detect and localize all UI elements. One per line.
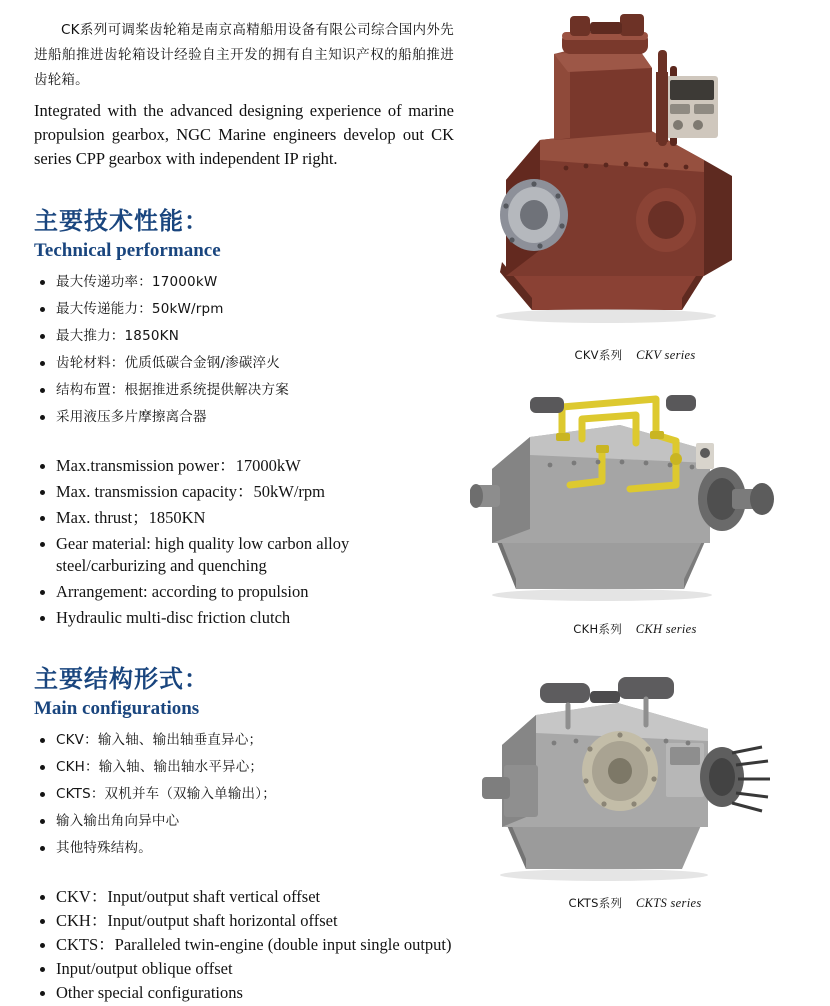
list-item: Hydraulic multi-disc friction clutch: [34, 607, 454, 629]
figure-caption-chinese: CKV系列: [574, 348, 623, 362]
intro-paragraph-chinese: CK系列可调桨齿轮箱是南京高精船用设备有限公司综合国内外先进船舶推进齿轮箱设计经验自主开发的拥有自主知识产权的船舶推进齿轮箱。: [34, 22, 454, 88]
intro-paragraph-english: Integrated with the advanced designing experience of marine propulsion gearbox, NGC Marine engineers develop out CK series CPP gearbox with independent IP right.: [34, 101, 454, 168]
list-item: 采用液压多片摩擦离合器: [34, 406, 454, 429]
figure-caption-english: CKTS series: [636, 896, 702, 910]
ckh-gearbox-photo: [470, 389, 800, 614]
figure-caption: [470, 895, 800, 911]
list-item: 最大传递能力：50kW/rpm: [34, 298, 454, 321]
list-item: CKH：Input/output shaft horizontal offset: [34, 910, 454, 932]
figure-ckh: [470, 389, 800, 637]
section-title-chinese: 主要结构形式：: [34, 665, 209, 693]
list-item: 最大传递功率：17000kW: [34, 271, 454, 294]
figure-caption: [470, 347, 800, 363]
figure-caption: [470, 621, 800, 637]
list-spacer: [34, 433, 454, 447]
figure-column: [470, 10, 800, 911]
technical-performance-list-chinese: [34, 271, 454, 429]
section-main-configurations: [34, 663, 454, 1004]
main-configurations-list-chinese: [34, 729, 454, 860]
list-item: Arrangement: according to propulsion: [34, 581, 454, 603]
list-item: CKV：Input/output shaft vertical offset: [34, 886, 454, 908]
list-item: Other special configurations: [34, 982, 454, 1004]
list-item: CKTS：双机并车（双输入单输出）；: [34, 783, 454, 806]
list-item: CKH：输入轴、输出轴水平异心；: [34, 756, 454, 779]
ckts-gearbox-photo: [470, 673, 800, 888]
main-configurations-list-english: [34, 886, 454, 1004]
figure-ckts: [470, 673, 800, 911]
list-item: 输入输出角向异中心: [34, 810, 454, 833]
section-technical-performance: [34, 205, 454, 629]
section-title-english: Main configurations: [34, 698, 200, 719]
figure-ckv: [470, 10, 800, 363]
figure-caption-chinese: CKH系列: [573, 622, 622, 636]
section-title-english: Technical performance: [34, 240, 221, 261]
technical-performance-list-english: [34, 455, 454, 629]
list-item: Input/output oblique offset: [34, 958, 454, 980]
list-item: 结构布置：根据推进系统提供解决方案: [34, 379, 454, 402]
list-item: 齿轮材料：优质低碳合金钢/渗碳淬火: [34, 352, 454, 375]
list-item: Max. transmission capacity：50kW/rpm: [34, 481, 454, 503]
figure-caption-english: CKH series: [635, 622, 697, 636]
list-spacer: [34, 864, 454, 878]
section-title-chinese: 主要技术性能：: [34, 207, 209, 235]
list-item: Max.transmission power：17000kW: [34, 455, 454, 477]
ckv-gearbox-photo: [470, 10, 800, 340]
list-item: CKTS：Paralleled twin-engine (double input single output): [34, 934, 454, 956]
list-item: CKV：输入轴、输出轴垂直异心；: [34, 729, 454, 752]
list-item: 最大推力：1850KN: [34, 325, 454, 348]
figure-caption-chinese: CKTS系列: [568, 896, 623, 910]
text-column: [34, 18, 454, 1006]
figure-caption-english: CKV series: [636, 348, 696, 362]
list-item: 其他特殊结构。: [34, 837, 454, 860]
list-item: Gear material: high quality low carbon alloy steel/carburizing and quenching: [34, 533, 454, 577]
list-item: Max. thrust；1850KN: [34, 507, 454, 529]
